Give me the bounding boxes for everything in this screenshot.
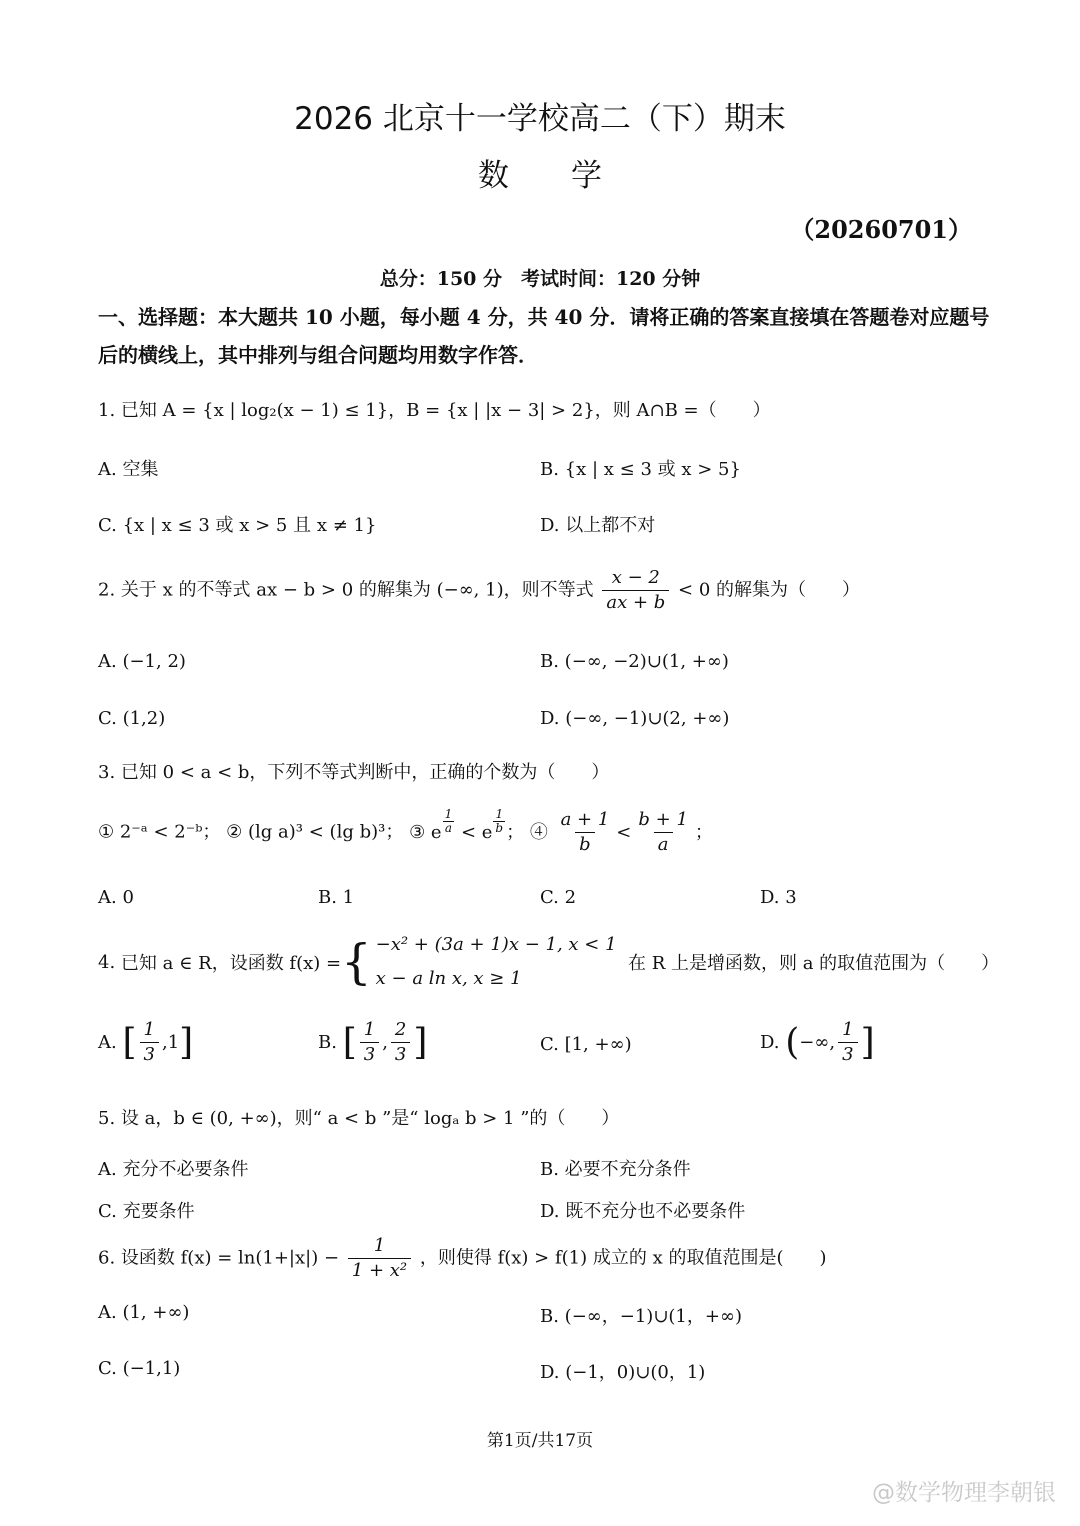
question-stem-after: 在 R 上是增函数，则 a 的取值范围为（ ）	[627, 953, 1000, 974]
question-stem-before: 设函数 f(x) = ln(1+|x|) −	[120, 1247, 340, 1269]
fraction	[360, 1018, 379, 1067]
question-5	[98, 1104, 619, 1130]
watermark: @数学物理李朝银	[872, 1480, 1056, 1506]
left-bracket: [	[342, 1022, 357, 1063]
statement-3-base: ③ e	[409, 821, 442, 843]
statement-2: ② (lg a)³ < (lg b)³；	[226, 821, 404, 843]
fraction-denominator: 3	[360, 1042, 379, 1067]
right-bracket: ]	[413, 1022, 428, 1063]
question-stem-before: 关于 x 的不等式 ax − b > 0 的解集为 (−∞, 1)，则不等式	[120, 579, 594, 601]
fraction-numerator: 1	[373, 1235, 386, 1256]
fraction-denominator: 3	[838, 1042, 857, 1067]
question-stem: 已知 0 < a < b，下列不等式判断中，正确的个数为（ ）	[120, 762, 610, 783]
fraction	[140, 1018, 159, 1067]
q1-option-c: C. {x | x ≤ 3 或 x > 5 且 x ≠ 1}	[98, 515, 377, 536]
fraction-numerator: 1	[842, 1019, 854, 1040]
fraction	[348, 1234, 411, 1283]
question-stem: 设 a，b ∈ (0, +∞)，则“ a < b ”是“ logₐ b > 1 ”的（ ）	[120, 1108, 620, 1129]
statement-1: ① 2⁻ᵃ < 2⁻ᵇ；	[98, 821, 221, 843]
exponent-numerator: 1	[495, 807, 504, 821]
fraction-numerator: 1	[143, 1019, 155, 1040]
section-heading: 一、选择题：本大题共 10 小题，每小题 4 分，共 40 分．请将正确的答案直接填在答题卷对应题号后的横线上，其中排列与组合问题均用数字作答．	[98, 305, 990, 367]
q4-option-a	[98, 1018, 193, 1067]
exam-title: 2026 北京十一学校高二（下）期末	[294, 101, 786, 137]
q1-option-d: D. 以上都不对	[540, 515, 656, 536]
exponent-numerator: 1	[444, 807, 453, 821]
fraction-denominator: ax + b	[602, 590, 669, 615]
question-number: 1.	[98, 400, 116, 421]
q5-option-a: A. 充分不必要条件	[98, 1159, 249, 1180]
question-number: 2.	[98, 579, 116, 601]
fraction	[557, 808, 614, 857]
fraction-numerator: 1	[363, 1019, 376, 1040]
q3-option-b: B. 1	[318, 887, 355, 908]
statement-3-post: ；	[506, 821, 525, 843]
q5-option-c: C. 充要条件	[98, 1201, 195, 1222]
left-bracket: [	[122, 1022, 137, 1063]
question-number: 4.	[98, 951, 116, 973]
question-4	[98, 928, 999, 996]
exponent-denominator: b	[495, 821, 504, 835]
right-bracket: ]	[860, 1022, 875, 1063]
option-label: D.	[760, 1032, 780, 1053]
fraction-denominator: a	[654, 832, 673, 857]
case-2: x − a ln x, x ≥ 1	[375, 968, 522, 989]
question-1	[98, 396, 771, 422]
option-rest: ,1	[161, 1032, 180, 1053]
statement-4-post: ；	[694, 821, 713, 843]
question-2	[98, 566, 860, 615]
q3-option-a: A. 0	[98, 887, 134, 908]
option-label: A.	[98, 1032, 117, 1053]
q5-option-d: D. 既不充分也不必要条件	[540, 1201, 746, 1222]
q5-option-b: B. 必要不充分条件	[540, 1159, 691, 1180]
q2-option-a: A. (−1, 2)	[98, 651, 186, 672]
q4-option-b: B. [ $\frac{1}{3}$ , $\frac{2}{3}$ ]	[318, 1019, 428, 1065]
fraction-denominator: b	[575, 832, 595, 857]
fraction	[391, 1018, 410, 1067]
fraction-numerator: 2	[394, 1019, 407, 1040]
question-stem-after: ，则使得 f(x) > f(1) 成立的 x 的取值范围是( )	[419, 1247, 827, 1269]
question-stem-after: < 0 的解集为（ ）	[678, 579, 860, 601]
option-label: B.	[318, 1032, 337, 1053]
q4-option-c: C. [1, +∞)	[540, 1034, 632, 1055]
fraction-denominator: 3	[391, 1042, 410, 1067]
q3-option-c: C. 2	[540, 887, 577, 908]
left-paren: (	[785, 1022, 800, 1063]
exponent-denominator: a	[444, 821, 452, 835]
statement-4-marker: ④	[529, 821, 548, 843]
fraction-denominator: 3	[140, 1042, 159, 1067]
fraction	[634, 808, 692, 857]
statement-3	[409, 807, 530, 843]
question-stem: 已知 A = {x | log₂(x − 1) ≤ 1}，B = {x | |x − 3| > 2}，则 A∩B =（ ）	[120, 400, 771, 421]
q6-option-b: B. (−∞，−1)∪(1，+∞)	[540, 1306, 742, 1327]
fraction-numerator: a + 1	[560, 809, 610, 830]
question-number: 6.	[98, 1247, 116, 1269]
subject-title: 数 学	[478, 158, 602, 194]
fraction-denominator: 1 + x²	[348, 1258, 411, 1283]
q1-option-a: A. 空集	[98, 459, 159, 480]
fraction-numerator: x − 2	[611, 567, 660, 588]
right-bracket: ]	[179, 1022, 194, 1063]
exam-meta: 总分：150 分 考试时间：120 分钟	[379, 268, 701, 290]
exponent-fraction	[493, 808, 505, 835]
q2-option-d: D. (−∞, −1)∪(2, +∞)	[540, 708, 730, 729]
q6-option-c: C. (−1,1)	[98, 1358, 181, 1379]
case-1: −x² + (3a + 1)x − 1, x < 1	[375, 934, 617, 955]
exam-date: （20260701）	[790, 215, 972, 244]
piecewise-cases	[376, 928, 617, 996]
question-number: 5.	[98, 1108, 116, 1129]
q3-statements	[98, 808, 713, 857]
left-brace: {	[341, 934, 372, 990]
statement-3-mid: < e	[455, 821, 493, 843]
question-6	[98, 1234, 827, 1283]
option-rest: −∞,	[799, 1032, 836, 1053]
fraction-numerator: b + 1	[638, 809, 688, 830]
q2-option-c: C. (1,2)	[98, 708, 166, 729]
question-stem-before: 已知 a ∈ R，设函数 f(x) =	[120, 953, 342, 974]
q4-option-d	[760, 1018, 875, 1067]
exponent-fraction	[443, 808, 455, 835]
fraction	[602, 566, 669, 615]
q6-option-a: A. (1, +∞)	[98, 1302, 190, 1323]
question-number: 3.	[98, 762, 116, 783]
q3-option-d: D. 3	[760, 887, 797, 908]
page-number: 第1页/共17页	[486, 1431, 594, 1451]
fraction	[838, 1018, 857, 1067]
question-3	[98, 758, 609, 784]
statement-4: ④ $\frac{a + 1}{b}$ < $\frac{b + 1}{a}$ ；	[529, 809, 713, 855]
q1-option-b: B. {x | x ≤ 3 或 x > 5}	[540, 459, 741, 480]
q6-option-d: D. (−1，0)∪(0，1)	[540, 1362, 706, 1383]
q2-option-b: B. (−∞, −2)∪(1, +∞)	[540, 651, 729, 672]
